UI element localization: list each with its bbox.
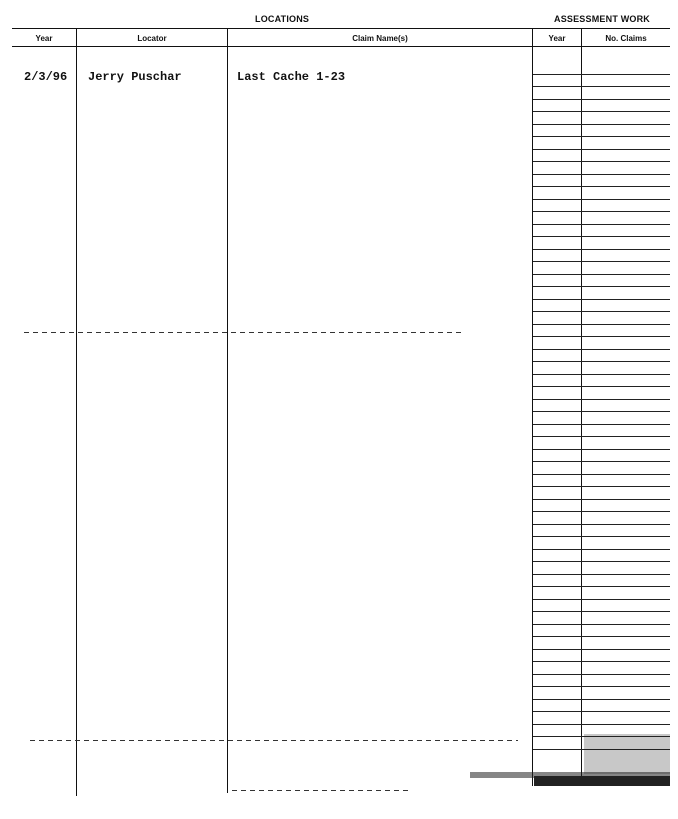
entry-locator: Jerry Puschar (88, 70, 182, 84)
locations-heading: LOCATIONS (255, 14, 310, 24)
column-header-locator: Locator (137, 34, 167, 43)
column-header-claim-names: Claim Name(s) (352, 34, 408, 43)
scan-artifact-dashes-bottom (232, 790, 412, 791)
entry-claim-names: Last Cache 1-23 (237, 70, 346, 84)
column-header-no-claims: No. Claims (605, 34, 647, 43)
scan-artifact-speckle (584, 734, 670, 774)
column-header-year: Year (35, 34, 53, 43)
column-header-assessment-year: Year (548, 34, 566, 43)
entry-year: 2/3/96 (24, 70, 68, 84)
header-bottom-rule (12, 46, 670, 47)
scan-artifact-dashes-mid (24, 332, 464, 333)
divider-locator-claims (227, 28, 228, 793)
scan-artifact-dark-block (534, 776, 670, 786)
assessment-ruled-rows (533, 62, 670, 750)
scan-artifact-dashes-low (30, 740, 518, 741)
assessment-work-heading: ASSESSMENT WORK (554, 14, 651, 24)
divider-year-locator (76, 28, 77, 796)
header-top-rule (12, 28, 670, 29)
